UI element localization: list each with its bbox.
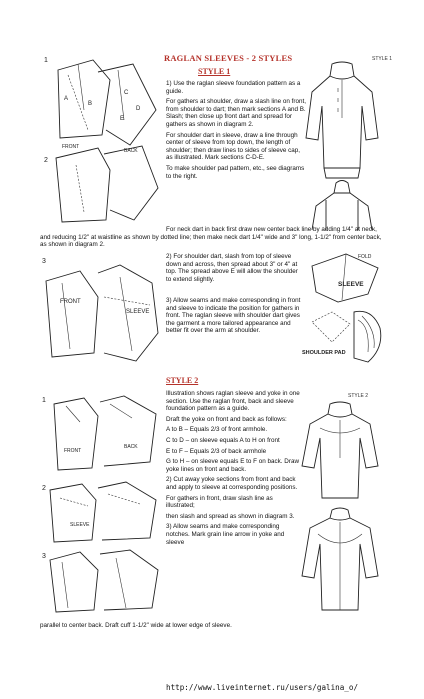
svg-text:E: E [120,116,125,122]
svg-text:1: 1 [44,57,48,64]
style2-para-10: 3) Allow seams and make corresponding notches. Mark grain line arrow in yoke and sleeve [166,523,285,546]
svg-text:3: 3 [42,258,46,265]
style2-garment-sketch-back [298,506,382,616]
svg-text:C: C [124,90,129,96]
style2-d1-front-label: FRONT [64,448,82,454]
style1-neck-dart-text: For neck dart in back first draw new center back line by adding 1/4" at neck, and reducing 1/2" at waistline as shown by dotted line; then make neck dart 1/4" wide and 3" long, 1-1/2" from center back, as shown in diagram 2. [40,226,382,249]
style2-d1-back-label: BACK [124,444,138,450]
svg-text:3: 3 [42,553,46,560]
style2-para-7: 2) Cut away yoke sections from front and back and apply to sleeve at corresponding positions. [166,476,298,491]
style2-d2-sleeve-label: SLEEVE [70,522,90,528]
style2-diagram-3 [40,548,162,616]
svg-text:2: 2 [42,485,46,492]
style2-diagram-2 [40,480,162,546]
style1-para-3: For shoulder dart in sleeve, draw a line through center of sleeve from top down, the length of shoulder; then draw lines to sides of sleeve cap, as illustrated. Mark sections C-D-E. [166,131,301,162]
style1-para-2: For gathers at shoulder, draw a slash line on front, from shoulder to dart; then mark sections A and B. Slash; then close up front dart and spread for gathers as shown in diagram 2. [166,98,307,128]
style2-para-9: then slash and spread as shown in diagram 3. [166,512,295,520]
style1-sleeve-label: SLEEVE [338,281,364,288]
style2-diagram-1 [40,392,162,476]
style2-para-2: Draft the yoke on front and back as follows: [166,415,287,423]
style2-heading: STYLE 2 [166,376,199,385]
style1-d3-sleeve-label: SLEEVE [126,309,150,315]
style2-para-3: A to B – Equals 2/3 of front armhole. [166,426,268,434]
style1-instructions [166,80,308,180]
style1-diagram-1 [38,50,163,230]
page-title: RAGLAN SLEEVES - 2 STYLES [164,53,293,63]
style1-garment-sketch [302,58,382,233]
style1-para-1: 1) Use the raglan sleeve foundation pattern as a guide. [166,80,301,95]
style1-d3-front-label: FRONT [60,299,81,305]
style1-para-diagram-2: 2) For shoulder dart, slash from top of sleeve down and across, then spread about 3" or 4" at top. The spread above E will allow the shoulder to extend slightly. [166,253,298,283]
style2-para-8: For gathers in front, draw slash line as illustrated; [166,494,273,510]
style1-para-4: To make shoulder pad pattern, etc., see diagrams to the right. [166,164,305,180]
style1-fold-label: FOLD [358,254,372,260]
style2-garment-sketch-front [298,398,382,503]
style1-d1-front-label: FRONT [62,144,80,150]
style1-para-diagram-3: 3) Allow seams and make corresponding in front and sleeve to indicate the position for gathers in front. The raglan sleeve with shoulder dart gives the garment a more tailored appearance and better fit over the arm at shoulder. [166,297,301,335]
style1-diagram-3 [40,253,165,371]
svg-text:A: A [64,96,69,102]
style2-final-line: parallel to center back. Draft cuff 1-1/2" wide at lower edge of sleeve. [40,622,232,629]
style1-shoulder-pad-label: SHOULDER PAD [302,350,346,356]
style2-para-6: G to H – on sleeve equals E to F on back. Draw yoke lines on front and back. [166,458,300,473]
svg-text:D: D [136,106,141,112]
style1-shoulder-pad-diagram [298,248,388,380]
style2-para-4: C to D – on sleeve equals A to H on front [166,436,280,444]
style2-para-1: Illustration shows raglan sleeve and yoke in one section. Use the raglan front, back and sleeve foundation pattern as a guide. [166,390,300,413]
style1-d1-back-label: BACK [124,148,138,154]
svg-text:2: 2 [44,157,48,164]
svg-text:1: 1 [42,397,46,404]
style2-corner-label: STYLE 2 [348,393,369,399]
style2-para-5: E to F – Equals 2/3 of back armhole [166,447,267,455]
footer-url[interactable]: http://www.liveinternet.ru/users/galina_o/ [166,683,359,692]
style2-instructions [166,390,302,546]
svg-text:B: B [88,101,93,107]
style1-corner-label: STYLE 1 [372,56,393,62]
style1-heading: STYLE 1 [198,67,231,76]
